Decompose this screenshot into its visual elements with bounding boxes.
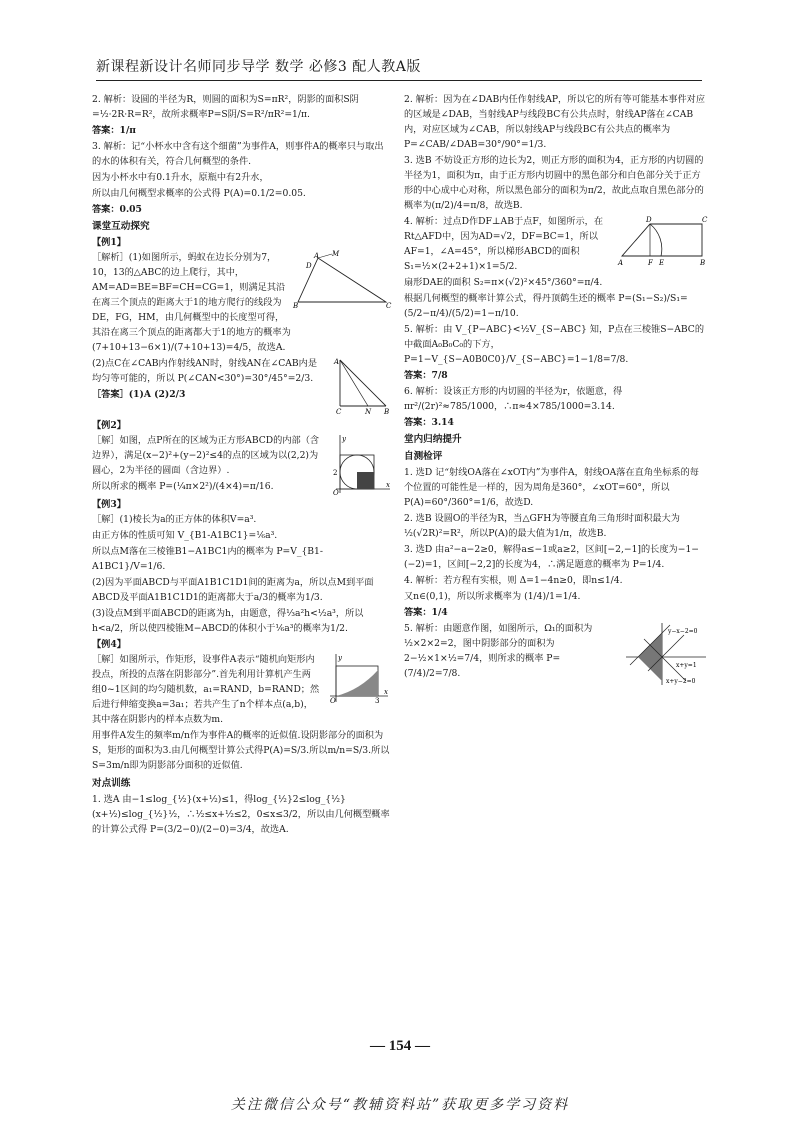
ray-label-c: C bbox=[336, 408, 342, 416]
example4-title: 【例4】 bbox=[92, 639, 126, 650]
example2-part2: 所以所求的概率 P=(¼π×2²)/(4×4)=π/16. bbox=[92, 481, 274, 492]
ray-label-b: B bbox=[384, 408, 390, 416]
trap-label-a: A bbox=[618, 259, 624, 266]
rect-label-o: O bbox=[330, 697, 336, 704]
sq-label-2: 2 bbox=[333, 469, 338, 477]
test4-solution-b: 又n∈(0,1)，所以所求概率为 (1/4)/1=1/4. bbox=[404, 591, 581, 602]
sq-label-o: O bbox=[333, 489, 339, 495]
practice2-solution: 2. 解析：因为在∠DAB内任作射线AP，所以它的所有等可能基本事件对应的区域是∠DAB，当射线AP与线段BC有公共点时，射线AP落在∠CAB内，对应区域为∠CAB，所以射线AP与线段BC有公共点的概率为 P=∠CAB/∠DAB=30°/90°=1/3. bbox=[404, 94, 706, 150]
region-figure bbox=[622, 621, 708, 687]
test1-solution: 1. 选D 记“射线OA落在∠xOT内”为事件A，射线OA落在直角坐标系的每个位置的可能性是一样的，因为周角是360°，∠xOT=60°，所以 P(A)=60°/360°=1/6，故选D. bbox=[404, 467, 699, 508]
q2-answer: 答案：1/π bbox=[92, 125, 137, 136]
test2-solution: 2. 选B 设圆O的半径为R，当△GFH为等腰直角三角形时面积最大为½(√2R)²=R²，所以P(A)的最大值为1/π，故选B. bbox=[404, 513, 680, 539]
sq-label-x: x bbox=[386, 481, 390, 489]
example3-part2: 由正方体的性质可知 V_{B1-A1BC1}=⅙a³. bbox=[92, 530, 278, 541]
practice5-solution: 5. 解析：由 V_{P−ABC}<½V_{S−ABC} 知，P点在三棱锥S−ABC的中截面A₀B₀C₀的下方，P=1−V_{S−A0B0C0}/V_{S−ABC}=1−1/8=7/8. bbox=[404, 324, 705, 365]
example3-part3: 所以点M落在三棱锥B1−A1BC1内的概率为 P=V_{B1-A1BC1}/V=1/6. bbox=[92, 546, 323, 572]
rect-label-x: x bbox=[384, 688, 388, 696]
reg-label-line2: x+y=1 bbox=[676, 662, 697, 669]
q3-answer: 答案：0.05 bbox=[92, 204, 142, 215]
trap-label-f: F bbox=[648, 259, 653, 266]
q2-solution: 2. 解析：设圆的半径为R，则圆的面积为S=πR²，阴影的面积S阴=½·2R·R=R²，故所求概率P=S阴/S=R²/πR²=1/π. bbox=[92, 94, 359, 120]
practice-heading: 对点训练 bbox=[92, 778, 131, 789]
example1-title: 【例1】 bbox=[92, 237, 126, 248]
q3-solution-c: 所以由几何概型求概率的公式得 P(A)=0.1/2=0.05. bbox=[92, 188, 306, 199]
reg-label-line1: y−x−2=0 bbox=[668, 628, 698, 635]
angle-ray-figure bbox=[332, 356, 392, 416]
example2-title: 【例2】 bbox=[92, 420, 126, 431]
rect-label-3: 3 bbox=[375, 697, 380, 704]
example1-part2: (2)点C在∠CAB内作射线AN时，射线AN在∠CAB内是均匀等可能的，所以 P(∠CAN<30°)=30°/45°=2/3. bbox=[92, 358, 318, 384]
practice1-solution: 1. 选A 由−1≤log_{½}(x+½)≤1，得log_{½}2≤log_{½}(x+½)≤log_{½}½，∴½≤x+½≤2，0≤x≤3/2，所以由几何概型概率的计算公式得 P=(3/2−0)/(2−0)=3/4，故选A. bbox=[92, 794, 390, 835]
trapezoid-figure bbox=[616, 214, 708, 266]
section-heading: 课堂互动探究 bbox=[92, 221, 150, 232]
test4-solution: 4. 解析：若方程有实根，则 Δ=1−4n≥0，即n≤1/4. bbox=[404, 575, 623, 586]
ray-label-n: N bbox=[365, 408, 372, 416]
example3-part4: (2)因为平面ABCD与平面A1B1C1D1间的距离为a，所以点M到平面ABCD及平面A1B1C1D1的距离都大于a/3的概率为1/3. bbox=[92, 577, 374, 603]
test5-solution: 5. 解析：由题意作图，如图所示，Ω₁的面积为 ½×2×2=2，图中阴影部分的面积为 2−½×1×½=7/4，则所求的概率 P=(7/4)/2=7/8. bbox=[404, 623, 593, 679]
self-test-heading: 自测检评 bbox=[404, 451, 443, 462]
trap-label-d: D bbox=[646, 216, 652, 224]
tri-label-a: A bbox=[314, 252, 320, 260]
practice6-answer: 答案：3.14 bbox=[404, 417, 454, 428]
example1-answer: ［答案］(1)A (2)2/3 bbox=[92, 389, 186, 400]
trap-label-b: B bbox=[700, 259, 706, 266]
triangle-figure bbox=[292, 250, 392, 312]
shaded-region-figure bbox=[326, 652, 392, 704]
tri-label-c: C bbox=[386, 302, 392, 310]
running-header bbox=[96, 56, 702, 81]
example4-part2: 用事件A发生的频率m/n作为事件A的概率的近似值.设阴影部分的面积为S，矩形的面积为3.由几何概型计算公式得P(A)=S/3.所以m/n=S/3.所以S=3m/n即为阴影部分面积的近似值. bbox=[92, 730, 390, 771]
square-circle-figure bbox=[330, 433, 392, 495]
summary-heading: 堂内归纳提升 bbox=[404, 434, 462, 445]
practice5-answer: 答案：7/8 bbox=[404, 370, 448, 381]
ray-label-a: A bbox=[334, 358, 340, 366]
trap-label-c: C bbox=[702, 216, 708, 224]
trap-label-e: E bbox=[659, 259, 665, 266]
footer-note: 关注微信公众号“教辅资料站”获取更多学习资料 bbox=[230, 1097, 570, 1113]
left-column bbox=[92, 92, 392, 1052]
q3-solution-a: 3. 解析：记“小杯水中含有这个细菌”为事件A，则事件A的概率只与取出的水的体积有关，符合几何概型的条件. bbox=[92, 141, 384, 167]
practice6-solution: 6. 解析：设该正方形的内切圆的半径为r，依题意，得 πr²/(2r)²≈785/1000，∴π≈4×785/1000=3.14. bbox=[404, 386, 623, 412]
tri-label-d: D bbox=[306, 262, 312, 270]
test4-answer: 答案：1/4 bbox=[404, 607, 448, 618]
header-title: 新课程新设计名师同步导学 数学 必修3 配人教A版 bbox=[96, 59, 421, 75]
practice4-solution-c: 根据几何概型的概率计算公式，得丹顶鹤生还的概率 P=(S₁−S₂)/S₁=(5/2−π/4)/(5/2)=1−π/10. bbox=[404, 293, 688, 319]
example3-part5: (3)设点M到平面ABCD的距离为h，由题意，得⅓a²h<½a³，所以h<a/2，所以使四棱锥M−ABCD的体积小于⅙a³的概率为1/2. bbox=[92, 608, 364, 634]
practice3-solution: 3. 选B 不妨设正方形的边长为2，则正方形的面积为4，正方形的内切圆的半径为1，面积为π，由于正方形内切圆中的黑色部分和白色部分关于正方形的中心成中心对称，所以黑色部分的面积为π/2，故此点取自黑色部分的概率为(π/2)/4=π/8，故选B. bbox=[404, 155, 704, 211]
practice4-solution-b: 扇形DAE的面积 S₂=π×(√2)²×45°/360°=π/4. bbox=[404, 277, 603, 288]
practice4-solution-a: 4. 解析：过点D作DF⊥AB于点F，如图所示，在Rt△AFD中，因为AD=√2，DF=BC=1，所以AF=1，∠A=45°，所以梯形ABCD的面积 S₁=½×(2+2+1)×1=5/2. bbox=[404, 216, 604, 272]
example3-title: 【例3】 bbox=[92, 499, 126, 510]
example4-part1: ［解］如图所示，作矩形，设事件A表示“随机向矩形内投点，所投的点落在阴影部分”.首先利用计算机产生两组0~1区间的均匀随机数，a₁=RAND，b=RAND；然后进行伸缩变换a=3a₁；若共产生了n个样本点(a,b)，其中落在阴影内的样本点数为m. bbox=[92, 654, 320, 725]
example1-part1: ［解析］(1)如图所示，蚂蚁在边长分别为7，10，13的△ABC的边上爬行，其中，AM=AD=BE=BF=CH=CG=1，则满足其沿在离三个顶点的距离大于1的地方爬行的线段为DE，FG，HM，由几何概型中的长度型可得，其沿在离三个顶点的距离都大于1的地方的概率为 (7+10+13−6×1)/(7+10+13)=4/5，故选A. bbox=[92, 252, 291, 353]
q3-solution-b: 因为小杯水中有0.1升水，原瓶中有2升水， bbox=[92, 172, 269, 183]
sq-label-y: y bbox=[342, 435, 346, 443]
right-column bbox=[404, 92, 708, 1052]
example3-part1: ［解］(1)棱长为a的正方体的体积V=a³. bbox=[92, 514, 257, 525]
rect-label-y: y bbox=[338, 654, 342, 662]
test3-solution: 3. 选D 由a²−a−2≥0，解得a≤−1或a≥2，区间[−2,−1]的长度为−1−(−2)=1，区间[−2,2]的长度为4，∴满足题意的概率为 P=1/4. bbox=[404, 544, 699, 570]
reg-label-line3: x+y−2=0 bbox=[666, 678, 696, 685]
tri-label-m: M bbox=[332, 250, 340, 258]
page-number: — 154 — bbox=[370, 1038, 430, 1054]
example2-part1: ［解］如图，点P所在的区域为正方形ABCD的内部（含边界），满足(x−2)²+(y−2)²≤4的点的区域为以(2,2)为圆心，2为半径的圆面（含边界）. bbox=[92, 435, 320, 476]
tri-label-b: B bbox=[293, 302, 299, 310]
